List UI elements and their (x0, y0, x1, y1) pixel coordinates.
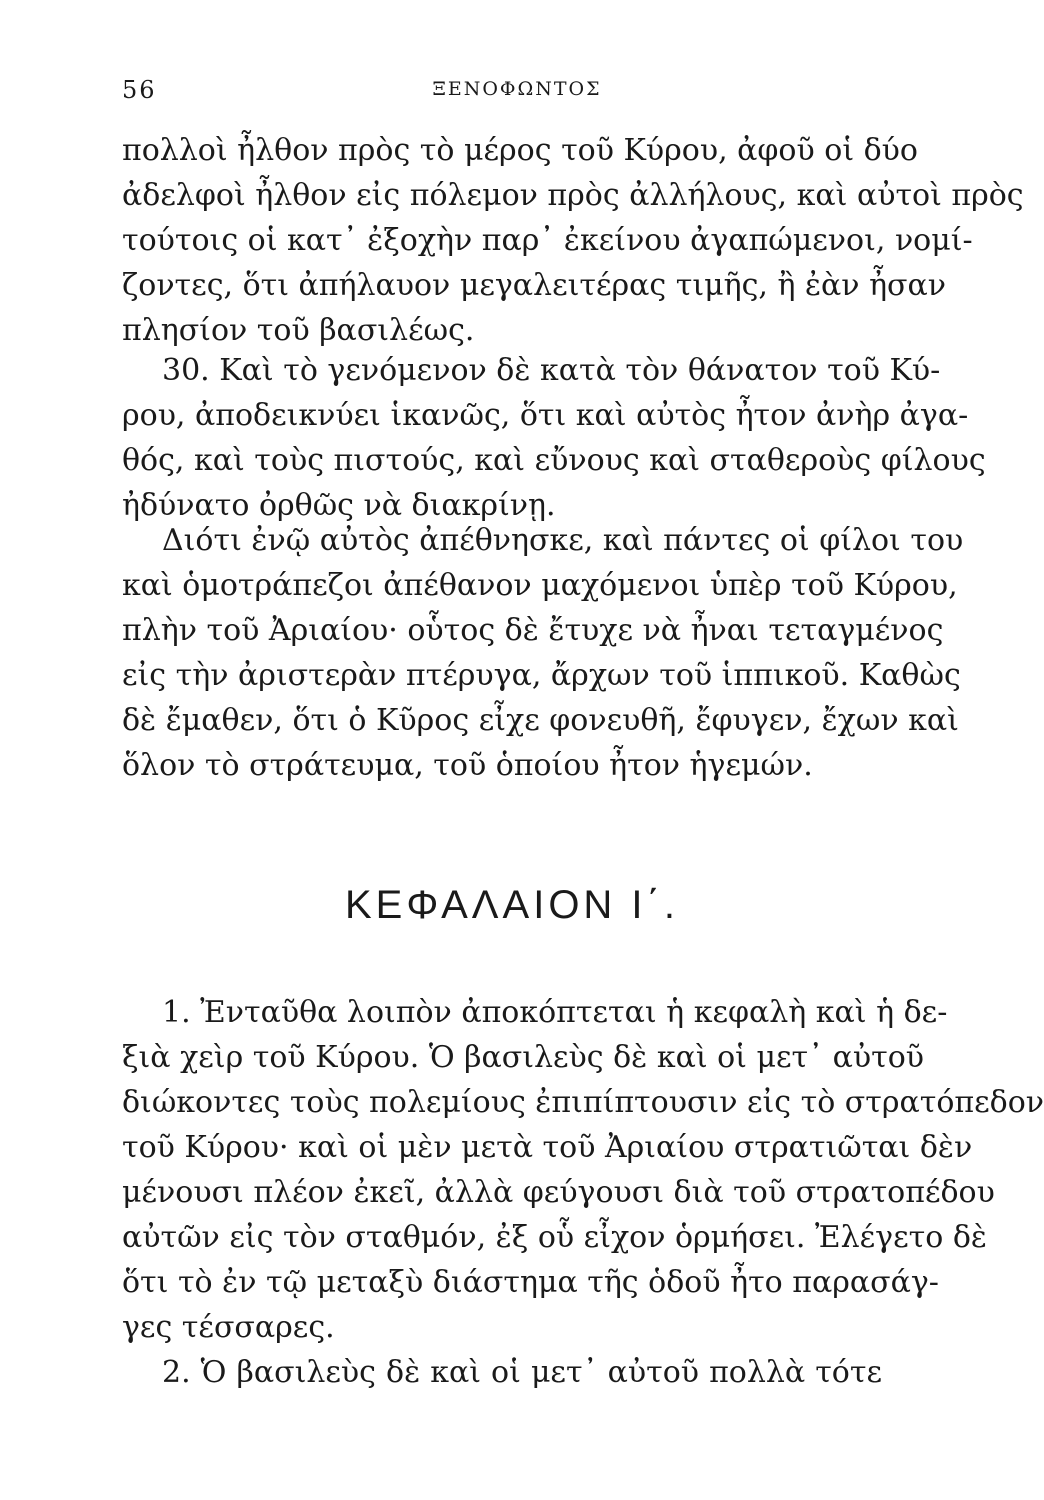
text-line: ἀδελφοὶ ἦλθον εἰς πόλεμον πρὸς ἀλλήλους, καὶ αὐτοὶ πρὸς (122, 178, 1024, 213)
text-line: ἠδύνατο ὀρθῶς νὰ διακρίνῃ. (122, 488, 556, 523)
text-line: εἰς τὴν ἀριστερὰν πτέρυγα, ἄρχων τοῦ ἱππικοῦ. Καθὼς (122, 658, 961, 693)
text-line: ζοντες, ὅτι ἀπήλαυον μεγαλειτέρας τιμῆς, ἢ ἐὰν ἦσαν (122, 268, 947, 303)
text-line: ὅτι τὸ ἐν τῷ μεταξὺ διάστημα τῆς ὁδοῦ ἦτο παρασάγ- (122, 1265, 939, 1300)
text-line: μένουσι πλέον ἐκεῖ, ἀλλὰ φεύγουσι διὰ τοῦ στρατοπέδου (122, 1175, 995, 1210)
text-line: 2. Ὁ βασιλεὺς δὲ καὶ οἱ μετ᾿ αὐτοῦ πολλὰ τότε (162, 1355, 882, 1390)
paragraph-2-chapter (122, 1350, 882, 1395)
paragraph-30 (122, 348, 986, 528)
paragraph-1 (122, 128, 1024, 353)
text-line: ξιὰ χεὶρ τοῦ Κύρου. Ὁ βασιλεὺς δὲ καὶ οἱ μετ᾿ αὐτοῦ (122, 1040, 925, 1075)
text-line: ρου, ἀποδεικνύει ἱκανῶς, ὅτι καὶ αὐτὸς ἦτον ἀνὴρ ἀγα- (122, 398, 969, 433)
text-line: αὐτῶν εἰς τὸν σταθμόν, ἐξ οὗ εἶχον ὁρμήσει. Ἐλέγετο δὲ (122, 1220, 987, 1255)
text-line: πλὴν τοῦ Ἀριαίου· οὗτος δὲ ἔτυχε νὰ ἦναι τεταγμένος (122, 613, 944, 648)
text-line: πλησίον τοῦ βασιλέως. (122, 313, 475, 348)
text-line: καὶ ὁμοτράπεζοι ἀπέθανον μαχόμενοι ὑπὲρ τοῦ Κύρου, (122, 568, 958, 603)
text-line: 30. Καὶ τὸ γενόμενον δὲ κατὰ τὸν θάνατον τοῦ Κύ- (162, 353, 941, 388)
text-line: τοῦ Κύρου· καὶ οἱ μὲν μετὰ τοῦ Ἀριαίου στρατιῶται δὲν (122, 1130, 973, 1165)
text-line: θός, καὶ τοὺς πιστούς, καὶ εὔνους καὶ σταθεροὺς φίλους (122, 443, 986, 478)
text-line: τούτοις οἱ κατ᾿ ἐξοχὴν παρ᾿ ἐκείνου ἀγαπώμενοι, νομί- (122, 223, 973, 258)
text-line: πολλοὶ ἦλθον πρὸς τὸ μέρος τοῦ Κύρου, ἀφοῦ οἱ δύο (122, 133, 918, 168)
text-line: γες τέσσαρες. (122, 1310, 335, 1345)
page-header (122, 76, 882, 116)
text-line: διώκοντες τοὺς πολεμίους ἐπιπίπτουσιν εἰς τὸ στρατόπεδον (122, 1085, 1044, 1120)
paragraph-dioti (122, 518, 964, 788)
text-line: Διότι ἐνῷ αὐτὸς ἀπέθνησκε, καὶ πάντες οἱ φίλοι του (162, 523, 964, 558)
chapter-heading: ΚΕΦΑΛΑΙΟΝ Ι΄. (345, 883, 679, 927)
text-line: 1. Ἐνταῦθα λοιπὸν ἀποκόπτεται ἡ κεφαλὴ καὶ ἡ δε- (162, 995, 948, 1030)
paragraph-1-chapter (122, 990, 1044, 1350)
text-line: ὅλον τὸ στράτευμα, τοῦ ὁποίου ἦτον ἡγεμών. (122, 748, 813, 783)
text-line: δὲ ἔμαθεν, ὅτι ὁ Κῦρος εἶχε φονευθῆ, ἔφυγεν, ἔχων καὶ (122, 703, 959, 738)
page-number: 56 (122, 76, 157, 104)
running-title: ΞΕΝΟΦΩΝΤΟΣ (432, 78, 602, 100)
